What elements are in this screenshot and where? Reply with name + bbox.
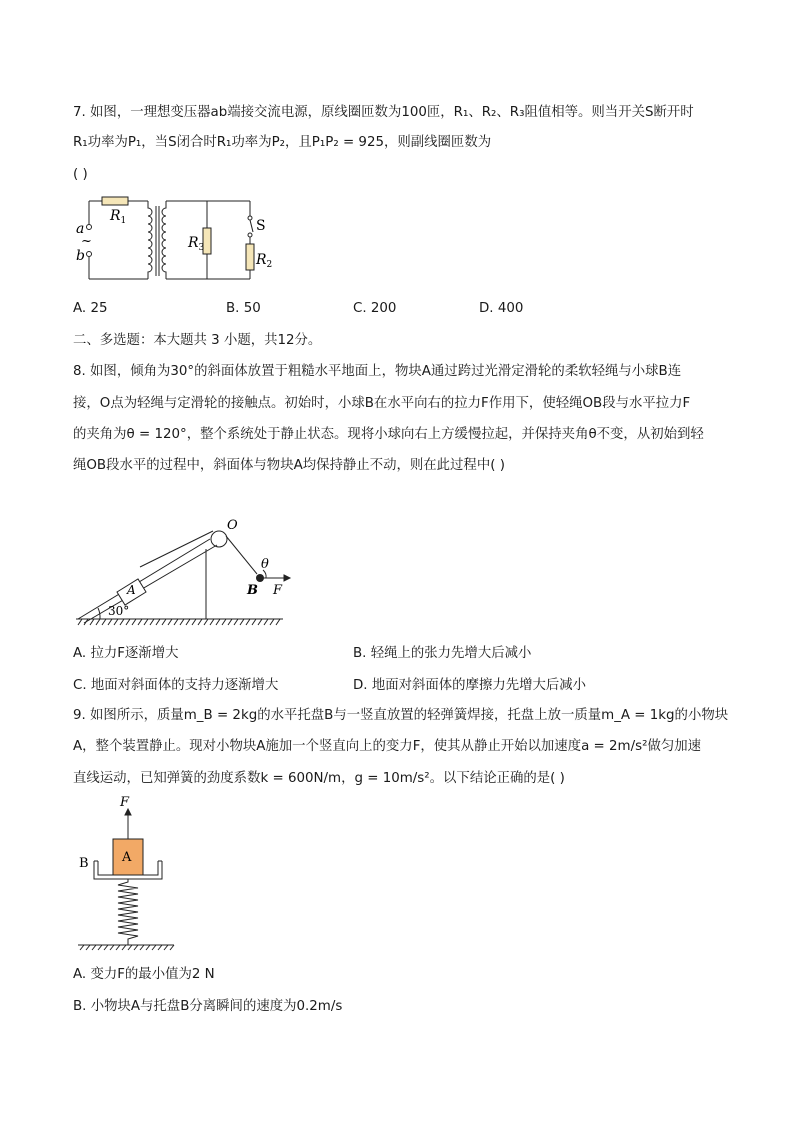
q7-label-b: b (76, 248, 85, 264)
q7-label-a: a (76, 221, 85, 237)
q9-spring-diagram (70, 795, 180, 955)
section-2-heading: 二、多选题：本大题共 3 小题，共12分。 (73, 333, 322, 348)
q8-option-b[interactable]: B. 轻绳上的张力先增大后减小 (353, 646, 532, 661)
q7-option-b[interactable]: B. 50 (226, 301, 261, 316)
q8-label-a: A (127, 583, 136, 597)
q8-line-1: 8. 如图，倾角为30°的斜面体放置于粗糙水平地面上，物块A通过跨过光滑定滑轮的柔软轻绳与小球B连 (73, 364, 682, 379)
q8-incline-diagram (70, 512, 290, 632)
q8-label-theta: θ (261, 557, 269, 572)
q7-line-1: 7. 如图，一理想变压器ab端接交流电源，原线圈匝数为100匝，R₁、R₂、R₃阻值相等。则当开关S断开时 (73, 105, 694, 120)
q8-line-3: 的夹角为θ = 120°，整个系统处于静止状态。现将小球向右上方缓慢拉起，并保持夹角θ不变，从初始到轻 (73, 427, 704, 442)
q8-option-a[interactable]: A. 拉力F逐渐增大 (73, 646, 179, 661)
q8-line-2: 接，O点为轻绳与定滑轮的接触点。初始时，小球B在水平向右的拉力F作用下，使轻绳OB段与水平拉力F (73, 396, 691, 411)
q8-line-4: 绳OB段水平的过程中，斜面体与物块A均保持静止不动，则在此过程中( ) (73, 458, 505, 473)
q7-label-r2: $R_2$ (256, 252, 273, 270)
q8-ball-b (256, 574, 264, 582)
q9-line-2: A，整个装置静止。现对小物块A施加一个竖直向上的变力F，使其从静止开始以加速度a = 2m/s²做匀加速 (73, 739, 702, 754)
q8-option-c[interactable]: C. 地面对斜面体的支持力逐渐增大 (73, 678, 279, 693)
q7-line-2: R₁功率为P₁，当S闭合时R₁功率为P₂，且P₁P₂ = 925，则副线圈匝数为 (73, 135, 492, 150)
q7-paren: ( ) (73, 167, 88, 182)
q9-option-b[interactable]: B. 小物块A与托盘B分离瞬间的速度为0.2m/s (73, 999, 343, 1014)
q7-option-d[interactable]: D. 400 (479, 301, 524, 316)
q8-label-b: B (247, 583, 258, 598)
q7-option-c[interactable]: C. 200 (353, 301, 397, 316)
q9-label-a: A (122, 850, 132, 865)
q7-label-tilde: ~ (81, 234, 92, 249)
q8-label-angle: 30° (108, 604, 130, 618)
q8-option-d[interactable]: D. 地面对斜面体的摩擦力先增大后减小 (353, 678, 587, 693)
q9-line-1: 9. 如图所示，质量m_B = 2kg的水平托盘B与一竖直放置的轻弹簧焊接，托盘上放一质量m_A = 1kg的小物块 (73, 708, 729, 723)
q8-label-f: F (273, 583, 283, 598)
q7-circuit-diagram (70, 190, 290, 285)
q7-label-s: S (256, 218, 266, 234)
q7-option-a[interactable]: A. 25 (73, 301, 108, 316)
q9-label-b: B (79, 856, 89, 871)
q9-label-f: F (120, 795, 130, 810)
q8-label-o: O (227, 518, 238, 533)
q9-option-a[interactable]: A. 变力F的最小值为2 N (73, 967, 215, 982)
q9-line-3: 直线运动，已知弹簧的劲度系数k = 600N/m，g = 10m/s²。以下结论正确的是( ) (73, 771, 565, 786)
q7-label-r3: $R_3$ (188, 235, 205, 253)
q7-label-r1: $R_1$ (110, 208, 127, 226)
